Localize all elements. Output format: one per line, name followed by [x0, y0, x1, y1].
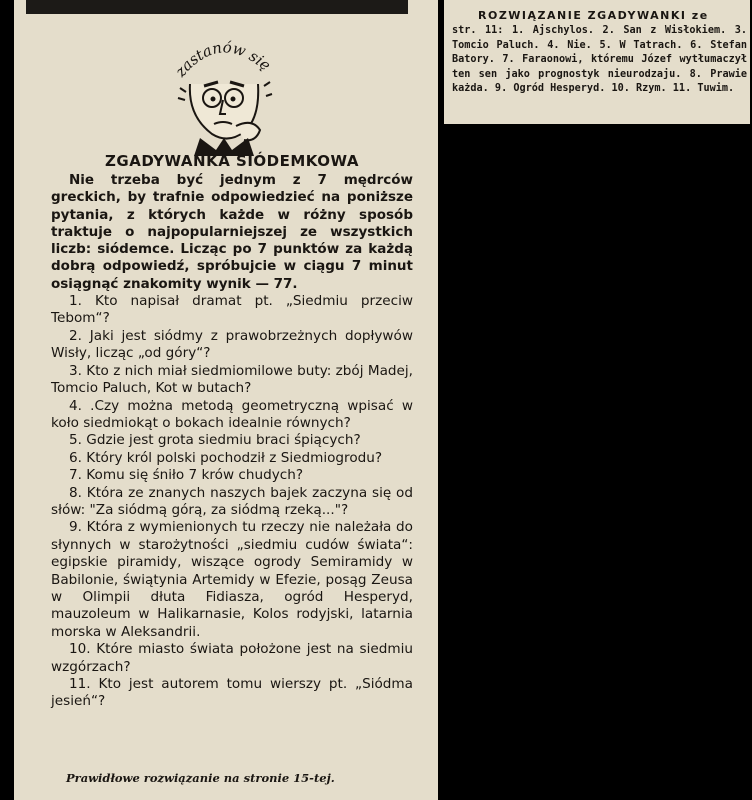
question-5: 5. Gdzie jest grota siedmiu braci śpiących?: [69, 432, 361, 449]
question-3: 3. Kto z nich miał siedmiomilowe buty: zbój Madej, Tomcio Paluch, Kot w butach?: [51, 362, 413, 397]
question-1: 1. Kto napisał dramat pt. „Siedmiu przeciw Tebom“?: [51, 293, 413, 327]
puzzle-article: [51, 152, 413, 711]
svg-text:zastanów się: [171, 38, 275, 81]
question-10: 10. Które miasto świata położone jest na siedmiu wzgórzach?: [51, 641, 413, 675]
answer-reference-note: Prawidłowe rozwiązanie na stronie 15-tej.: [66, 771, 335, 785]
solution-title: ROZWIĄZANIE ZGADYWANKI ze: [478, 9, 709, 22]
question-4: 4. .Czy można metodą geometryczną wpisać w koło siedmiokąt o bokach idealnie równych?: [51, 397, 413, 431]
article-lead: Nie trzeba być jednym z 7 mędrców greckich, by trafnie odpowiedzieć na poniższe pytania, z których każde w różny sposób traktuje o najpopularniejszej ze wszystkich liczb: siódemce. Licząc po 7 punktów za każdą dobrą odpowiedź, spróbujcie w ciągu 7 minut osiągnąć znakomity wynik — 77.: [51, 172, 413, 292]
question-6: 6. Który król polski pochodził z Siedmiogrodu?: [69, 449, 383, 466]
column-header-bar: [26, 0, 408, 14]
article-title: ZGADYWANKA SIÓDEMKOWA: [105, 152, 359, 170]
solution-text: str. 11: 1. Ajschylos. 2. San z Wisłokiem. 3. Tomcio Paluch. 4. Nie. 5. W Tatrach. 6. Stefan Batory. 7. Faraonowi, któremu Józef wytłumaczył ten sen jako prognostyk nieurodzaju. 8. Prawie każda. 9. Ogród Hesperyd. 10. Rzym. 11. Tuwim.: [452, 25, 747, 94]
question-7: 7. Komu się śniło 7 krów chudych?: [69, 467, 304, 484]
question-2: 2. Jaki jest siódmy z prawobrzeżnych dopływów Wisły, licząc „od góry“?: [51, 327, 413, 362]
thinking-man-icon: [160, 26, 290, 156]
question-11: 11. Kto jest autorem tomu wierszy pt. „Siódma jesień“?: [51, 676, 413, 710]
illustration-caption: zastanów się: [171, 38, 275, 81]
question-8: 8. Która ze znanych naszych bajek zaczyna się od słów: "Za siódmą górą, za siódmą rzeką..."?: [51, 484, 413, 518]
question-9: 9. Która z wymienionych tu rzeczy nie należała do słynnych w starożytności „siedmiu cudów świata“: egipskie piramidy, wiszące ogrody Semiramidy w Babilonie, świątynia Artemidy w Efezie, posąg Zeusa w Olimpii dłuta Fidiasza, ogród Hesperyd, mauzoleum w Halikarnasie, Kolos rodyjski, latarnia morska w Aleksandrii.: [51, 519, 413, 640]
